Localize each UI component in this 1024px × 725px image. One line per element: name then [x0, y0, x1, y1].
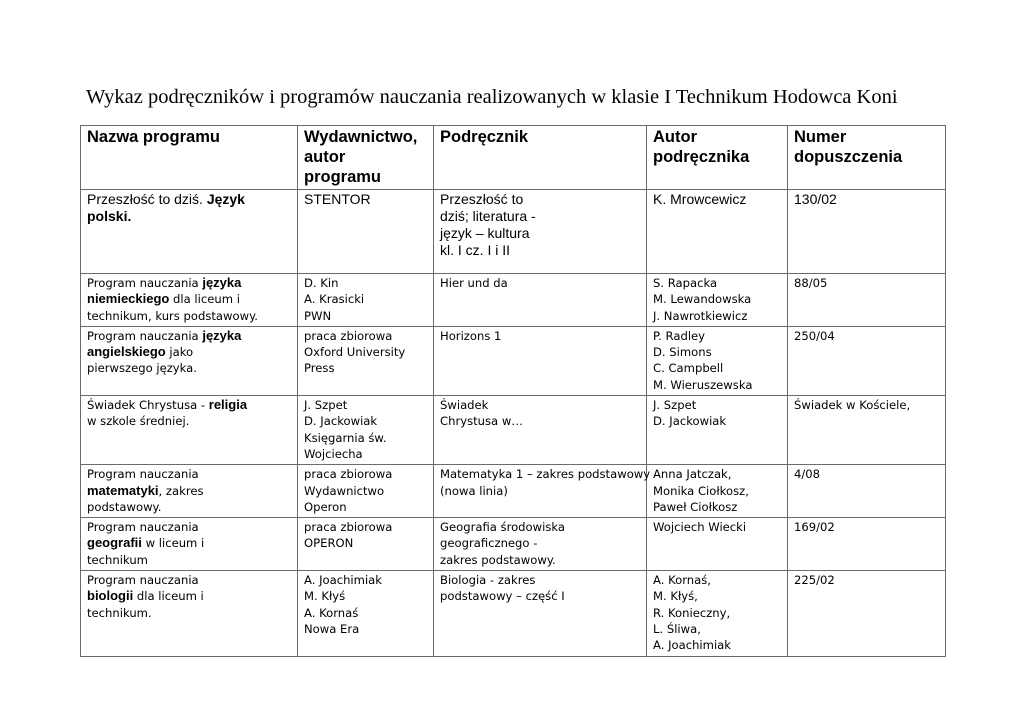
textbook-cell: Biologia - zakres podstawowy – część I — [434, 571, 647, 656]
approval-number-cell: 4/08 — [788, 465, 946, 518]
header-publisher: Wydawnictwo, autor programu — [298, 126, 434, 190]
table-row — [81, 326, 946, 395]
program-cell: Program nauczania języka niemieckiego dla liceum i technikum, kurs podstawowy. — [81, 274, 298, 327]
table-row — [81, 571, 946, 656]
author-cell: P. Radley D. Simons C. Campbell M. Wieruszewska — [647, 326, 788, 395]
textbook-cell: Geografia środowiska geograficznego - zakres podstawowy. — [434, 518, 647, 571]
publisher-cell: D. Kin A. Krasicki PWN — [298, 274, 434, 327]
approval-number-cell: 88/05 — [788, 274, 946, 327]
page-title: Wykaz podręczników i programów nauczania realizowanych w klasie I Technikum Hodowca Koni — [86, 86, 898, 108]
publisher-cell: praca zbiorowa OPERON — [298, 518, 434, 571]
author-cell: S. Rapacka M. Lewandowska J. Nawrotkiewicz — [647, 274, 788, 327]
author-cell: J. Szpet D. Jackowiak — [647, 396, 788, 465]
program-cell: Świadek Chrystusa - religia w szkole średniej. — [81, 396, 298, 465]
header-approval-number: Numer dopuszczenia — [788, 126, 946, 190]
approval-number-cell: 169/02 — [788, 518, 946, 571]
table-row — [81, 274, 946, 327]
author-cell: Wojciech Wiecki — [647, 518, 788, 571]
textbook-cell: Horizons 1 — [434, 326, 647, 395]
textbook-cell: Świadek Chrystusa w… — [434, 396, 647, 465]
approval-number-cell: 250/04 — [788, 326, 946, 395]
program-cell: Program nauczania biologii dla liceum i technikum. — [81, 571, 298, 656]
table-row — [81, 190, 946, 274]
header-program-name: Nazwa programu — [81, 126, 298, 190]
table-row — [81, 465, 946, 518]
textbook-cell: Przeszłość to dziś; literatura - język – kultura kl. I cz. I i II — [434, 190, 647, 274]
table-row — [81, 396, 946, 465]
textbook-cell: Hier und da — [434, 274, 647, 327]
program-cell: Przeszłość to dziś. Język polski. — [81, 190, 298, 274]
textbook-cell: Matematyka 1 – zakres podstawowy (nowa linia) — [434, 465, 647, 518]
publisher-cell: J. Szpet D. Jackowiak Księgarnia św. Wojciecha — [298, 396, 434, 465]
approval-number-cell: 130/02 — [788, 190, 946, 274]
program-cell: Program nauczania geografii w liceum i technikum — [81, 518, 298, 571]
author-cell: K. Mrowcewicz — [647, 190, 788, 274]
author-cell: A. Kornaś, M. Kłyś, R. Konieczny, L. Śliwa, A. Joachimiak — [647, 571, 788, 656]
textbook-table — [80, 125, 946, 657]
program-cell: Program nauczania matematyki, zakres podstawowy. — [81, 465, 298, 518]
table-row — [81, 518, 946, 571]
table-header-row — [81, 126, 946, 190]
program-cell: Program nauczania języka angielskiego jako pierwszego języka. — [81, 326, 298, 395]
publisher-cell: praca zbiorowa Oxford University Press — [298, 326, 434, 395]
approval-number-cell: 225/02 — [788, 571, 946, 656]
header-textbook-author: Autor podręcznika — [647, 126, 788, 190]
publisher-cell: A. Joachimiak M. Kłyś A. Kornaś Nowa Era — [298, 571, 434, 656]
approval-number-cell: Świadek w Kościele, — [788, 396, 946, 465]
publisher-cell: praca zbiorowa Wydawnictwo Operon — [298, 465, 434, 518]
header-textbook: Podręcznik — [434, 126, 647, 190]
publisher-cell: STENTOR — [298, 190, 434, 274]
author-cell: Anna Jatczak, Monika Ciołkosz, Paweł Ciołkosz — [647, 465, 788, 518]
